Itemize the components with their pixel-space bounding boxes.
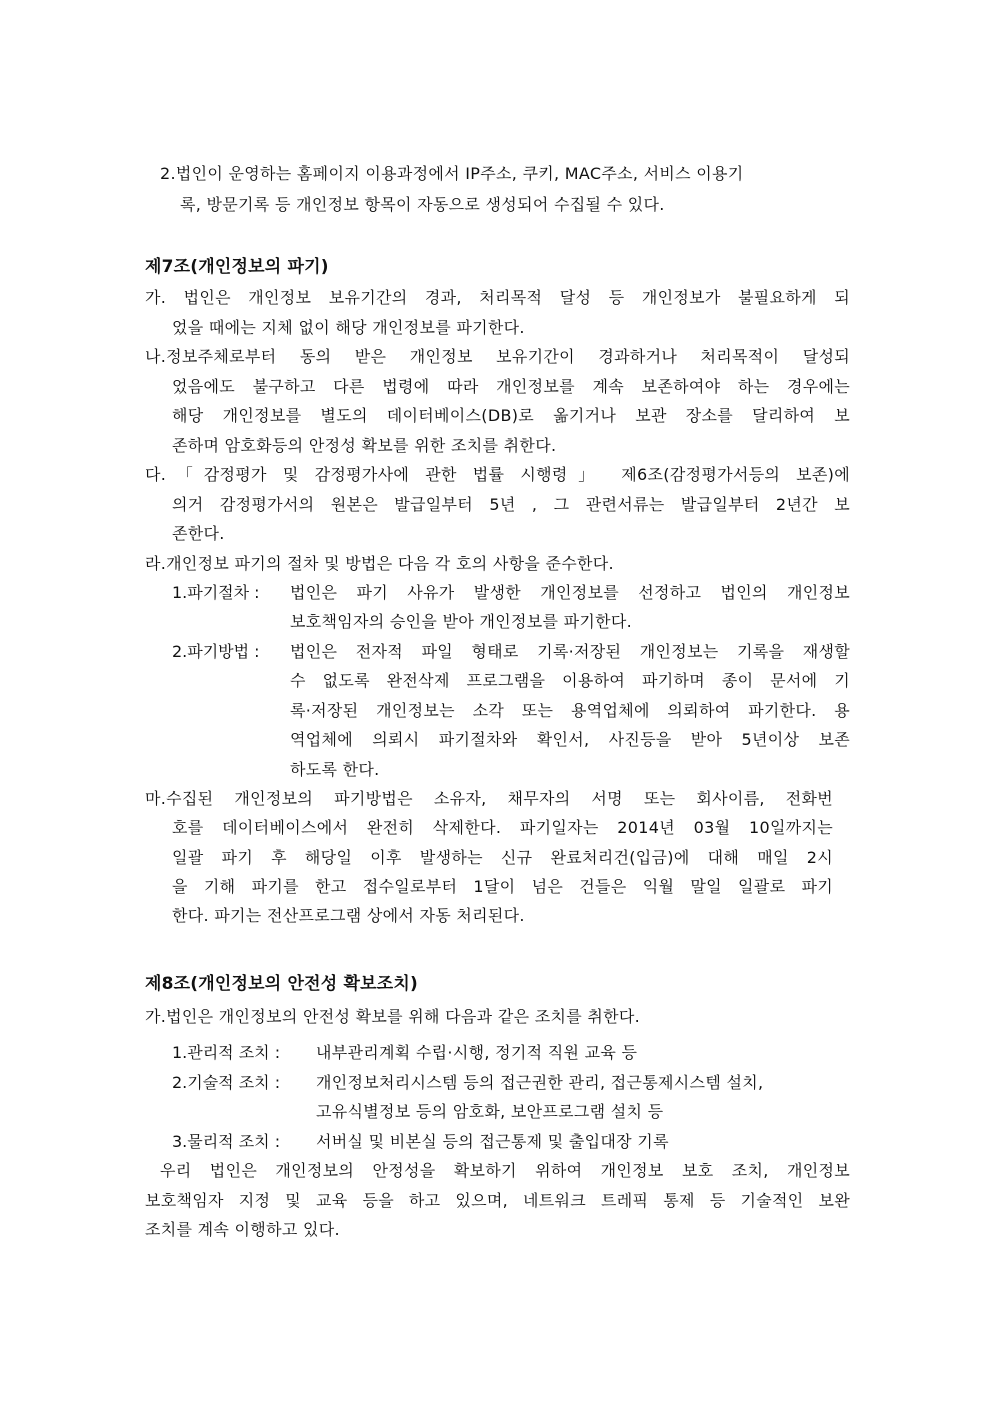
section8-title: 제8조(개인정보의 안전성 확보조치) xyxy=(145,974,418,994)
section7-ma-line2: 호를 데이터베이스에서 완전히 삭제한다. 파기일자는 2014년 03월 10일까지는 xyxy=(172,818,833,837)
destruction-method-line2: 수 없도록 완전삭제 프로그램을 이용하여 파기하며 종이 문서에 기 xyxy=(290,671,850,690)
destruction-method-label: 2.파기방법 : xyxy=(172,642,260,661)
section7-ga-line2: 었을 때에는 지체 없이 해당 개인정보를 파기한다. xyxy=(172,318,525,337)
section6-item2-line1: 2.법인이 운영하는 홈페이지 이용과정에서 IP주소, 쿠키, MAC주소, 서비스 이용기 xyxy=(160,164,744,183)
section7-da-line3: 존한다. xyxy=(172,524,225,543)
section7-na-line2: 었음에도 불구하고 다른 법령에 따라 개인정보를 계속 보존하여야 하는 경우에는 xyxy=(172,377,850,396)
destruction-procedure-line2: 보호책임자의 승인을 받아 개인정보를 파기한다. xyxy=(290,612,633,631)
tech-measure-label: 2.기술적 조치 : xyxy=(172,1073,281,1092)
destruction-procedure-line1: 법인은 파기 사유가 발생한 개인정보를 선정하고 법인의 개인정보 xyxy=(290,583,850,602)
section7-na-line3: 해당 개인정보를 별도의 데이터베이스(DB)로 옮기거나 보관 장소를 달리하여 보 xyxy=(172,406,850,425)
section7-ma-line5: 한다. 파기는 전산프로그램 상에서 자동 처리된다. xyxy=(172,906,525,925)
section7-da-line1: 다.「감정평가 및 감정평가사에 관한 법률 시행령」 제6조(감정평가서등의 보존)에 xyxy=(145,465,850,484)
destruction-method-line5: 하도록 한다. xyxy=(290,760,380,779)
section7-ma-line4: 을 기해 파기를 한고 접수일로부터 1달이 넘은 건들은 익월 말일 일괄로 파기 xyxy=(172,877,833,896)
section8-closing-line1: 우리 법인은 개인정보의 안정성을 확보하기 위하여 개인정보 보호 조치, 개인정보 xyxy=(160,1161,850,1180)
destruction-method-line4: 역업체에 의뢰시 파기절차와 확인서, 사진등을 받아 5년이상 보존 xyxy=(290,730,850,749)
tech-measure-line1: 개인정보처리시스템 등의 접근권한 관리, 접근통제시스템 설치, xyxy=(316,1073,764,1092)
section7-ma-line3: 일괄 파기 후 해당일 이후 발생하는 신규 완료처리건(입금)에 대해 매일 2시 xyxy=(172,848,833,867)
section7-da-line2: 의거 감정평가서의 원본은 발급일부터 5년 , 그 관련서류는 발급일부터 2년간 보 xyxy=(172,495,850,514)
physical-measure-text: 서버실 및 비본실 등의 접근통제 및 출입대장 기록 xyxy=(316,1132,669,1151)
tech-measure-line2: 고유식별정보 등의 암호화, 보안프로그램 설치 등 xyxy=(316,1102,664,1121)
physical-measure-label: 3.물리적 조치 : xyxy=(172,1132,281,1151)
section7-na-line1: 나.정보주체로부터 동의 받은 개인정보 보유기간이 경과하거나 처리목적이 달성되 xyxy=(145,347,850,366)
section7-na-line4: 존하며 암호화등의 안정성 확보를 위한 조치를 취한다. xyxy=(172,436,557,455)
section7-ga-line1: 가. 법인은 개인정보 보유기간의 경과, 처리목적 달성 등 개인정보가 불필요하게 되 xyxy=(145,288,850,307)
admin-measure-label: 1.관리적 조치 : xyxy=(172,1043,281,1062)
section8-closing-line3: 조치를 계속 이행하고 있다. xyxy=(145,1220,340,1239)
destruction-method-line1: 법인은 전자적 파일 형태로 기록·저장된 개인정보는 기록을 재생할 xyxy=(290,642,850,661)
section7-title: 제7조(개인정보의 파기) xyxy=(145,257,329,277)
destruction-method-line3: 록·저장된 개인정보는 소각 또는 용역업체에 의뢰하여 파기한다. 용 xyxy=(290,701,850,720)
section7-ra: 라.개인정보 파기의 절차 및 방법은 다음 각 호의 사항을 준수한다. xyxy=(145,554,614,573)
destruction-procedure-label: 1.파기절차 : xyxy=(172,583,260,602)
section7-ma-line1: 마.수집된 개인정보의 파기방법은 소유자, 채무자의 서명 또는 회사이름, 전화번 xyxy=(145,789,833,808)
section8-ga: 가.법인은 개인정보의 안전성 확보를 위해 다음과 같은 조치를 취한다. xyxy=(145,1007,641,1026)
admin-measure-text: 내부관리계획 수립·시행, 정기적 직원 교육 등 xyxy=(316,1043,638,1062)
section8-closing-line2: 보호책임자 지정 및 교육 등을 하고 있으며, 네트워크 트레픽 통제 등 기술적인 보완 xyxy=(145,1191,850,1210)
section6-item2-line2: 록, 방문기록 등 개인정보 항목이 자동으로 생성되어 수집될 수 있다. xyxy=(180,195,665,214)
